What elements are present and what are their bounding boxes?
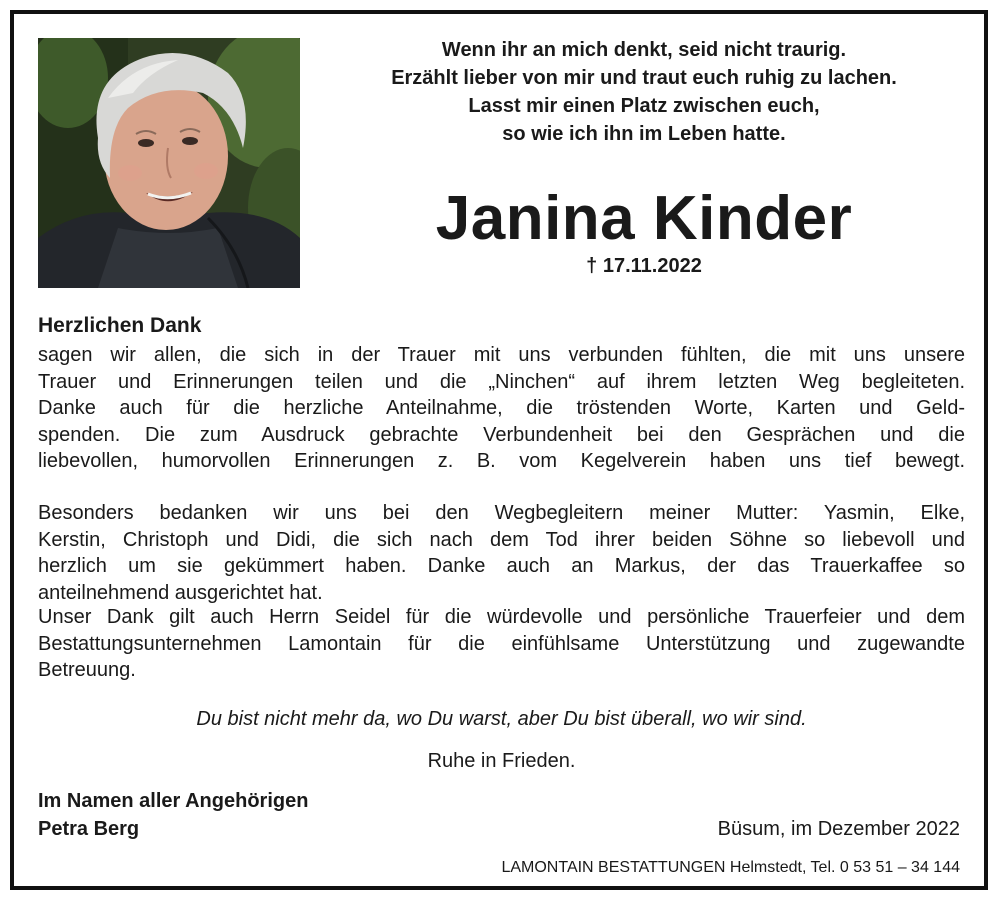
thanks-heading: Herzlichen Dank bbox=[38, 314, 202, 337]
signature-line-1: Im Namen aller Angehörigen bbox=[38, 790, 309, 812]
obituary-frame bbox=[10, 10, 988, 890]
text-line: liebevollen, humorvollen Erinnerungen z. B. vom Kegelverein haben uns tief bewegt. bbox=[38, 450, 965, 472]
poem bbox=[324, 36, 964, 148]
text-line: Danke auch für die herzliche Anteilnahme, die tröstenden Worte, Karten und Geld- bbox=[38, 397, 965, 419]
text-line: sagen wir allen, die sich in der Trauer mit uns verbunden fühlten, die mit uns unsere bbox=[38, 344, 965, 366]
place-and-date: Büsum, im Dezember 2022 bbox=[717, 818, 960, 840]
closing-quote: Du bist nicht mehr da, wo Du warst, aber Du bist überall, wo wir sind. bbox=[196, 708, 807, 730]
text-line: Unser Dank gilt auch Herrn Seidel für die würdevolle und persönliche Trauerfeier und dem bbox=[38, 606, 965, 628]
signature-block bbox=[38, 787, 308, 843]
text-line: Kerstin, Christoph und Didi, die sich nach dem Tod ihrer beiden Söhne so liebevoll und bbox=[38, 528, 965, 551]
thanks-paragraph-1 bbox=[38, 342, 965, 475]
text-line: Besonders bedanken wir uns bei den Wegbegleitern meiner Mutter: Yasmin, Elke, bbox=[38, 502, 965, 524]
poem-line: so wie ich ihn im Leben hatte. bbox=[502, 123, 786, 145]
text-line: Betreuung. bbox=[38, 659, 136, 681]
rest-in-peace: Ruhe in Frieden. bbox=[427, 750, 576, 772]
death-date: † 17.11.2022 bbox=[586, 255, 702, 277]
text-line: Bestattungsunternehmen Lamontain für die einfühlsame Unterstützung und zugewandte bbox=[38, 632, 965, 655]
deceased-name: Janina Kinder bbox=[435, 184, 853, 253]
poem-line: Lasst mir einen Platz zwischen euch, bbox=[468, 95, 820, 117]
text-line: spenden. Die zum Ausdruck gebrachte Verbundenheit bei den Gesprächen und die bbox=[38, 423, 965, 446]
thanks-paragraph-2 bbox=[38, 500, 965, 606]
text-line: anteilnehmend ausgerichtet hat. bbox=[38, 581, 323, 604]
thanks-paragraph-3 bbox=[38, 604, 965, 684]
text-line: herzlich um sie gekümmert haben. Danke auch an Markus, der das Trauerkaffee so bbox=[38, 555, 965, 577]
text-line: Trauer und Erinnerungen teilen und die „Ninchen“ auf ihrem letzten Weg begleiteten. bbox=[38, 370, 965, 393]
poem-line: Wenn ihr an mich denkt, seid nicht traurig. bbox=[441, 39, 847, 61]
poem-line: Erzählt lieber von mir und traut euch ruhig zu lachen. bbox=[391, 67, 897, 89]
signature-name: Petra Berg bbox=[38, 818, 140, 840]
undertaker-contact: LAMONTAIN BESTATTUNGEN Helmstedt, Tel. 0 53 51 – 34 144 bbox=[501, 859, 960, 876]
portrait-photo bbox=[38, 38, 300, 288]
